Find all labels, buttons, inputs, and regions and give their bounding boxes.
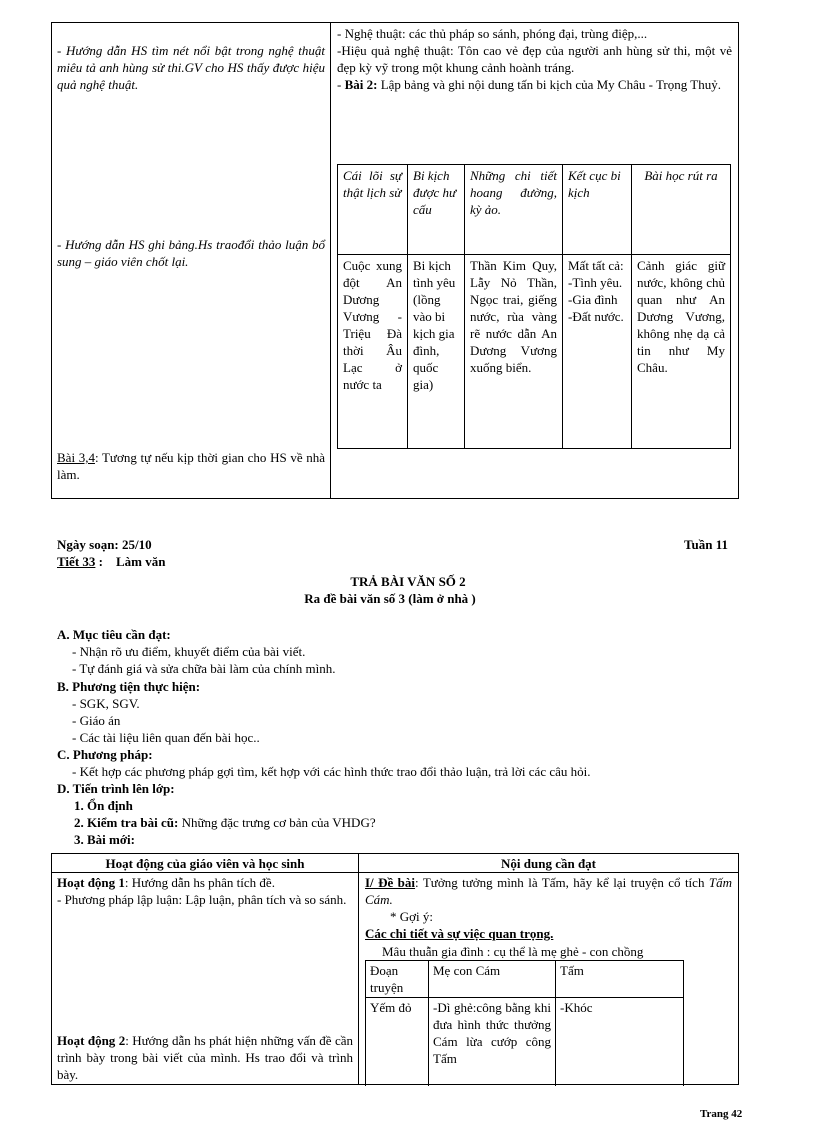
story-data-cell: -Dì ghẻ:công bằng khi đưa hình thức thưởng Cám lừa cướp công Tấm <box>429 998 556 1086</box>
assignment-label: I/ Đề bài <box>365 875 416 890</box>
activity-1-method: - Phương pháp lập luận: Lập luận, phân tích và so sánh. <box>57 892 347 907</box>
family-conflict: Mâu thuẫn gia đình : cụ thể là mẹ ghẻ - con chồng <box>382 944 644 959</box>
activity-1 <box>57 874 353 891</box>
tragedy-data-cell: Thần Kim Quy, Lẫy Nỏ Thần, Ngọc trai, giếng nước, rùa vàng rẽ nước dẫn An Dương Vương xuống biển. <box>465 255 563 449</box>
section-d-title: D. Tiến trình lên lớp: <box>57 781 175 796</box>
bai-2-label: Bài 2: <box>344 77 378 92</box>
hint-label: * Gợi ý: <box>390 909 433 924</box>
section-c-item: - Kết hợp các phương pháp gợi tìm, kết hợp với các hình thức trao đổi thảo luận, trả lời các câu hỏi. <box>72 764 591 779</box>
bai-2: - Bài 2: Lập bảng và ghi nội dung tấn bi kịch của My Châu - Trọng Thuỷ. <box>337 77 721 92</box>
lesson-sep: : <box>95 554 103 569</box>
activity-2-label: Hoạt động 2 <box>57 1033 126 1048</box>
tragedy-header-cell: Bi kịch được hư cấu <box>408 165 465 255</box>
key-details-heading: Các chi tiết và sự việc quan trọng. <box>365 926 554 941</box>
tragedy-header-cell: Bài học rút ra <box>632 165 731 255</box>
col-header-activity: Hoạt động của giáo viên và học sinh <box>105 856 305 871</box>
bai-2-text: Lập bảng và ghi nội dung tấn bi kịch của My Châu - Trọng Thuỷ. <box>377 77 721 92</box>
top-table-divider <box>330 23 331 498</box>
story-header-cell: Đoạn truyện <box>366 961 429 998</box>
story-data-cell: Yếm đỏ <box>366 998 429 1086</box>
bai-3-4-text: : Tương tự nếu kịp thời gian cho HS về nhà làm. <box>57 450 326 482</box>
tragedy-data-row <box>338 255 731 449</box>
story-header-row <box>366 961 684 998</box>
story-header-cell: Tấm <box>556 961 684 998</box>
page-title: TRẢ BÀI VĂN SỐ 2 <box>350 574 466 589</box>
section-b-item: - Giáo án <box>72 713 121 728</box>
page-subtitle: Ra đề bài văn số 3 (làm ở nhà ) <box>304 591 476 606</box>
section-a-title: A. Mục tiêu cần đạt: <box>57 627 171 642</box>
art-line: - Nghệ thuật: các thủ pháp so sánh, phóng đại, trùng điệp,... <box>337 26 648 41</box>
tragedy-table <box>337 164 731 449</box>
section-b-title: B. Phương tiện thực hiện: <box>57 679 201 694</box>
activity-2 <box>57 1032 353 1083</box>
lesson-subject: Làm văn <box>116 554 166 569</box>
story-table <box>365 960 684 1086</box>
teacher-note-1: - Hướng dẫn HS tìm nét nổi bật trong nghệ thuật miêu tả anh hùng sử thi.GV cho HS thấy được hiệu quả nghệ thuật. <box>57 43 325 92</box>
lesson-line <box>57 553 165 570</box>
page-number: Trang 42 <box>700 1108 743 1120</box>
section-d-1: 1. Ổn định <box>74 798 133 813</box>
col-header-content: Nội dung cần đạt <box>501 856 596 871</box>
lesson-table <box>51 853 739 1085</box>
teacher-note-2: - Hướng dẫn HS ghi bảng.Hs traođổi thảo luận bổ sung – giáo viên chốt lại. <box>57 237 325 269</box>
tragedy-header-row <box>338 165 731 255</box>
story-header-cell: Mẹ con Cám <box>429 961 556 998</box>
assignment <box>365 874 732 908</box>
lesson-table-divider-h <box>52 872 738 873</box>
section-d-2-label: 2. Kiểm tra bài cũ: <box>74 815 179 830</box>
section-d-2-text: Những đặc trưng cơ bản của VHDG? <box>178 815 376 830</box>
assignment-story-title: Tấm Cám. <box>365 875 732 907</box>
tragedy-header-cell: Kết cục bi kịch <box>563 165 632 255</box>
tragedy-data-cell: Bi kịch tình yêu (lồng vào bi kịch gia đình, quốc gia) <box>408 255 465 449</box>
activity-1-label: Hoạt động 1 <box>57 875 125 890</box>
section-b-item: - Các tài liệu liên quan đến bài học.. <box>72 730 260 745</box>
tragedy-data-cell: Cuộc xung đột An Dương Vương - Triệu Đà thời Âu Lạc ở nước ta <box>338 255 408 449</box>
section-b-item: - SGK, SGV. <box>72 696 140 711</box>
art-effect: -Hiệu quả nghệ thuật: Tôn cao vẻ đẹp của người anh hùng sử thi, một vẻ đẹp kỳ vỹ trong một khung cảnh hoành tráng. <box>337 43 732 75</box>
section-a-item: - Nhận rõ ưu điểm, khuyết điểm của bài viết. <box>72 644 306 659</box>
top-table <box>51 22 739 499</box>
tragedy-header-cell: Cái lõi sự thật lịch sử <box>338 165 408 255</box>
activity-1-text: : Hướng dẫn hs phân tích đề. <box>124 875 275 890</box>
section-d-3: 3. Bài mới: <box>74 832 136 847</box>
tragedy-data-cell: Cảnh giác giữ nước, không chủ quan như An Dương Vương, không nhẹ dạ cả tin như My Châu. <box>632 255 731 449</box>
lesson-label: Tiết 33 <box>57 554 96 569</box>
date-label: Ngày soạn: 25/10 <box>57 537 152 552</box>
week-label: Tuần 11 <box>684 537 728 552</box>
story-data-row <box>366 998 684 1086</box>
story-data-cell: -Khóc <box>556 998 684 1086</box>
lesson-table-divider-v <box>358 854 359 1084</box>
assignment-text: : Tưởng tưởng mình là Tấm, hãy kể lại truyện cổ tích <box>415 875 709 890</box>
tragedy-data-cell: Mất tất cả: -Tình yêu. -Gia đình -Đất nước. <box>563 255 632 449</box>
bai-3-4-label: Bài 3,4 <box>57 450 95 465</box>
tragedy-header-cell: Những chi tiết hoang đường, kỳ ảo. <box>465 165 563 255</box>
section-c-title: C. Phương pháp: <box>57 747 153 762</box>
teacher-note-3 <box>57 449 325 483</box>
objectives-section <box>57 626 757 848</box>
section-a-item: - Tự đánh giá và sửa chữa bài làm của chính mình. <box>72 661 336 676</box>
activity-2-text: : Hướng dẫn hs phát hiện những vấn đề cần trình bày trong bài viết của mình. Hs trao đổi và trình bày. <box>57 1033 354 1082</box>
section-d-2 <box>57 814 757 831</box>
